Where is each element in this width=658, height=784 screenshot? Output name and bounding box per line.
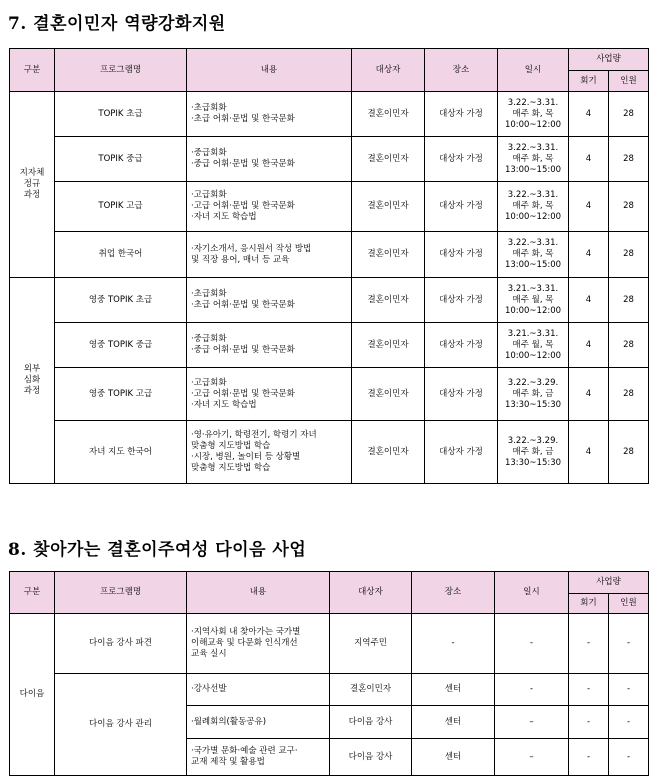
sessions-cell: - — [569, 614, 609, 674]
people-cell: - — [609, 706, 649, 739]
content-cell: ·국가별 문화·예술 관련 교구· 교재 제작 및 활용법 — [187, 739, 330, 776]
table-row — [10, 278, 649, 323]
header-schedule: 일시 — [495, 572, 569, 614]
section8-table — [9, 571, 649, 776]
people-cell: 28 — [609, 92, 649, 137]
place-cell: 센터 — [412, 706, 495, 739]
header-gubun: 구분 — [10, 49, 55, 92]
header-program: 프로그램명 — [55, 49, 187, 92]
schedule-cell: 3.22.~3.29. 매주 화, 금 13:30~15:30 — [498, 368, 569, 421]
target-cell: 지역주민 — [330, 614, 412, 674]
schedule-cell: 3.21.~3.31. 매주 월, 목 10:00~12:00 — [498, 323, 569, 368]
place-cell: 대상자 가정 — [425, 323, 498, 368]
header-content: 내용 — [187, 572, 330, 614]
schedule-cell: 3.22.~3.29. 매주 화, 금 13:30~15:30 — [498, 421, 569, 484]
sessions-cell: 4 — [569, 182, 609, 232]
people-cell: 28 — [609, 368, 649, 421]
place-cell: 대상자 가정 — [425, 232, 498, 278]
place-cell: 대상자 가정 — [425, 421, 498, 484]
schedule-cell: 3.21.~3.31. 매주 월, 목 10:00~12:00 — [498, 278, 569, 323]
target-cell: 다이음 강사 — [330, 739, 412, 776]
place-cell: 대상자 가정 — [425, 137, 498, 182]
content-cell: ·월례회의(활동공유) — [187, 706, 330, 739]
header-people: 인원 — [609, 71, 649, 92]
people-cell: 28 — [609, 421, 649, 484]
program-name: 다이음 강사 관리 — [55, 674, 187, 776]
group-label: 외부 심화 과정 — [10, 278, 55, 484]
schedule-cell: – — [495, 706, 569, 739]
target-cell: 다이음 강사 — [330, 706, 412, 739]
table-row — [10, 614, 649, 674]
table-row — [10, 137, 649, 182]
target-cell: 결혼이민자 — [352, 421, 425, 484]
table-row — [10, 323, 649, 368]
content-cell: ·초급회화 ·초급 어휘·문법 및 한국문화 — [187, 278, 352, 323]
table-row — [10, 368, 649, 421]
content-cell: ·중급회화 ·중급 어휘·문법 및 한국문화 — [187, 137, 352, 182]
schedule-cell: – — [495, 739, 569, 776]
target-cell: 결혼이민자 — [352, 368, 425, 421]
schedule-cell: - — [495, 614, 569, 674]
sessions-cell: 4 — [569, 92, 609, 137]
program-name: 다이음 강사 파견 — [55, 614, 187, 674]
program-name: 자녀 지도 한국어 — [55, 421, 187, 484]
sessions-cell: 4 — [569, 278, 609, 323]
sessions-cell: 4 — [569, 421, 609, 484]
target-cell: 결혼이민자 — [352, 92, 425, 137]
place-cell: 대상자 가정 — [425, 278, 498, 323]
place-cell: 센터 — [412, 674, 495, 706]
program-name: TOPIK 고급 — [55, 182, 187, 232]
place-cell: 대상자 가정 — [425, 92, 498, 137]
schedule-cell: - — [495, 674, 569, 706]
header-sessions: 회기 — [569, 71, 609, 92]
people-cell: - — [609, 614, 649, 674]
people-cell: - — [609, 674, 649, 706]
header-content: 내용 — [187, 49, 352, 92]
group-label: 지자체 정규 과정 — [10, 92, 55, 278]
header-people: 인원 — [609, 594, 649, 614]
content-cell: ·초급회화 ·초급 어휘·문법 및 한국문화 — [187, 92, 352, 137]
header-schedule: 일시 — [498, 49, 569, 92]
program-name: TOPIK 중급 — [55, 137, 187, 182]
header-place: 장소 — [425, 49, 498, 92]
people-cell: 28 — [609, 137, 649, 182]
group-label: 다이음 — [10, 614, 55, 776]
content-cell: ·중급회화 ·중급 어휘·문법 및 한국문화 — [187, 323, 352, 368]
content-cell: ·지역사회 내 찾아가는 국가별 이해교육 및 다문화 인식개선 교육 실시 — [187, 614, 330, 674]
people-cell: - — [609, 739, 649, 776]
content-cell: ·영·유아기, 학령전기, 학령기 자녀 맞춤형 지도방법 학습 ·시장, 병원, 놀이터 등 상황별 맞춤형 지도방법 학습 — [187, 421, 352, 484]
people-cell: 28 — [609, 182, 649, 232]
people-cell: 28 — [609, 278, 649, 323]
content-cell: ·강사선발 — [187, 674, 330, 706]
target-cell: 결혼이민자 — [352, 232, 425, 278]
program-name: TOPIK 초급 — [55, 92, 187, 137]
schedule-cell: 3.22.~3.31. 매주 화, 목 10:00~12:00 — [498, 92, 569, 137]
schedule-cell: 3.22.~3.31. 매주 화, 목 13:00~15:00 — [498, 137, 569, 182]
people-cell: 28 — [609, 323, 649, 368]
sessions-cell: - — [569, 706, 609, 739]
section7-table — [9, 48, 649, 484]
header-gubun: 구분 — [10, 572, 55, 614]
place-cell: - — [412, 614, 495, 674]
place-cell: 대상자 가정 — [425, 368, 498, 421]
sessions-cell: 4 — [569, 232, 609, 278]
program-name: 영중 TOPIK 초급 — [55, 278, 187, 323]
table-row — [10, 674, 649, 706]
table-row — [10, 232, 649, 278]
table-row — [10, 182, 649, 232]
schedule-cell: 3.22.~3.31. 매주 화, 목 13:00~15:00 — [498, 232, 569, 278]
sessions-cell: 4 — [569, 137, 609, 182]
table-row — [10, 421, 649, 484]
sessions-cell: - — [569, 674, 609, 706]
header-place: 장소 — [412, 572, 495, 614]
sessions-cell: 4 — [569, 323, 609, 368]
target-cell: 결혼이민자 — [352, 182, 425, 232]
target-cell: 결혼이민자 — [330, 674, 412, 706]
header-scale: 사업량 — [569, 572, 649, 594]
schedule-cell: 3.22.~3.31. 매주 화, 목 10:00~12:00 — [498, 182, 569, 232]
program-name: 영중 TOPIK 중급 — [55, 323, 187, 368]
target-cell: 결혼이민자 — [352, 323, 425, 368]
header-target: 대상자 — [330, 572, 412, 614]
sessions-cell: 4 — [569, 368, 609, 421]
section8-title: 8. 찾아가는 결혼이주여성 다이음 사업 — [8, 540, 307, 560]
content-cell: ·자기소개서, 응시원서 작성 방법 및 직장 용어, 매너 등 교육 — [187, 232, 352, 278]
sessions-cell: - — [569, 739, 609, 776]
target-cell: 결혼이민자 — [352, 137, 425, 182]
program-name: 영중 TOPIK 고급 — [55, 368, 187, 421]
header-scale: 사업량 — [569, 49, 649, 71]
header-sessions: 회기 — [569, 594, 609, 614]
place-cell: 센터 — [412, 739, 495, 776]
people-cell: 28 — [609, 232, 649, 278]
header-target: 대상자 — [352, 49, 425, 92]
content-cell: ·고급회화 ·고급 어휘·문법 및 한국문화 ·자녀 지도 학습법 — [187, 368, 352, 421]
target-cell: 결혼이민자 — [352, 278, 425, 323]
place-cell: 대상자 가정 — [425, 182, 498, 232]
content-cell: ·고급회화 ·고급 어휘·문법 및 한국문화 ·자녀 지도 학습법 — [187, 182, 352, 232]
header-program: 프로그램명 — [55, 572, 187, 614]
program-name: 취업 한국어 — [55, 232, 187, 278]
table-row — [10, 92, 649, 137]
section7-title: 7. 결혼이민자 역량강화지원 — [8, 14, 226, 34]
